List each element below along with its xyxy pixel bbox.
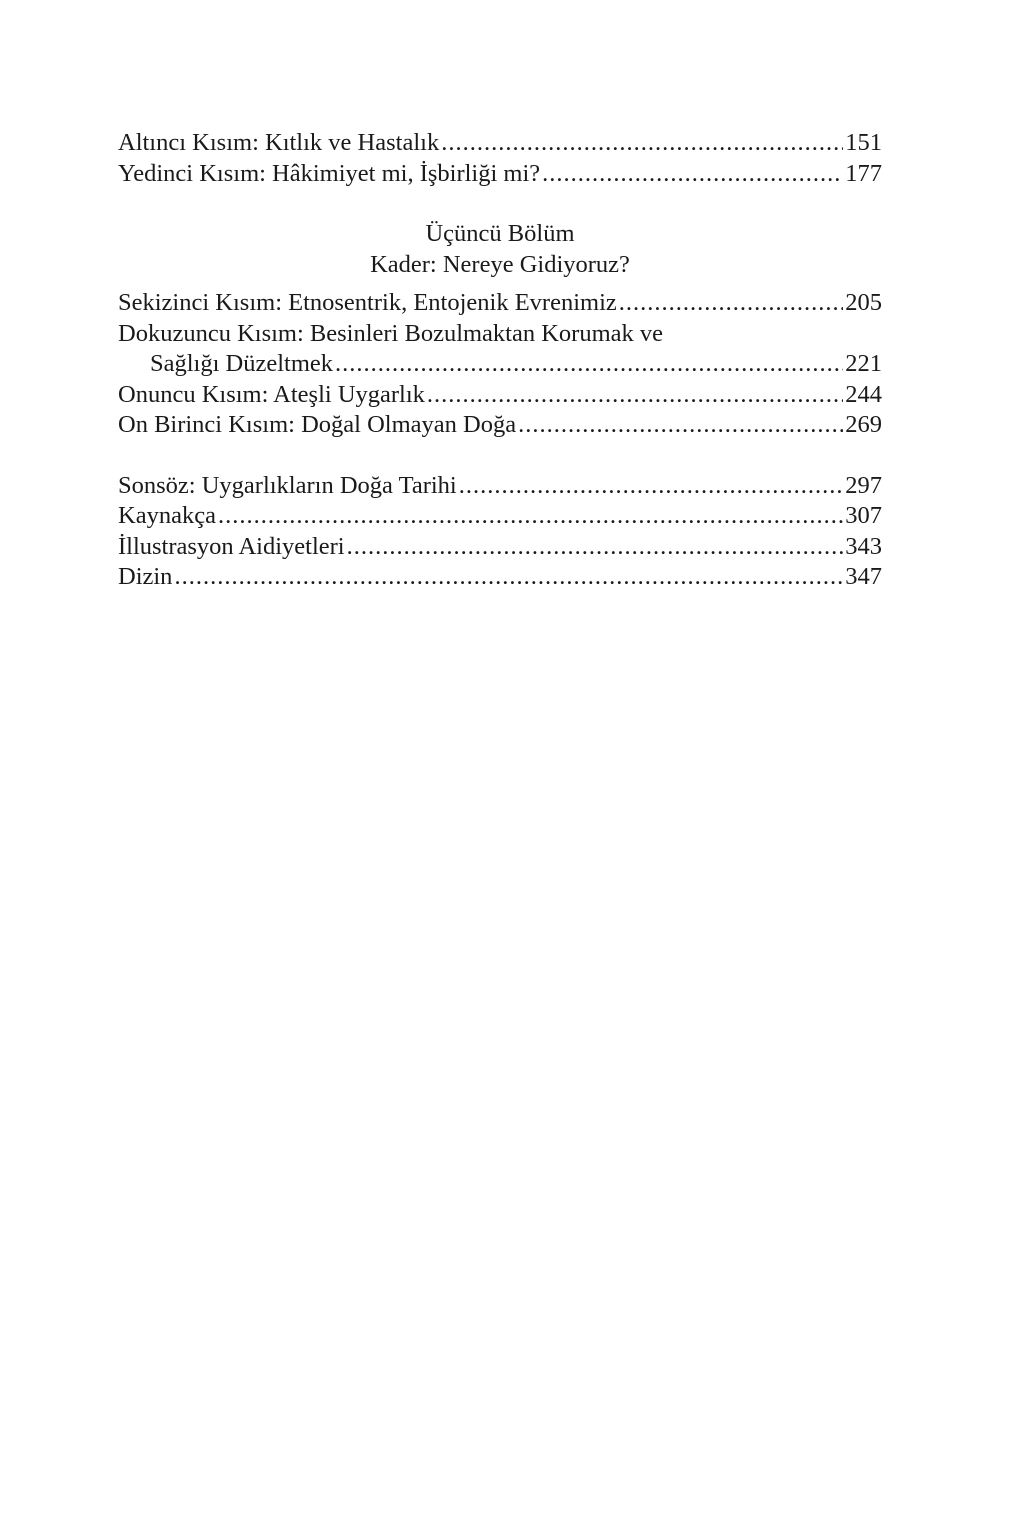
toc-entry-title: On Birinci Kısım: Doğal Olmayan Doğa xyxy=(118,411,517,438)
toc-entry-page: 151 xyxy=(845,129,882,156)
toc-entry-yedinci-kisim xyxy=(118,159,882,190)
part-subheading: Kader: Nereye Gidiyoruz? xyxy=(370,250,630,278)
dot-leader xyxy=(619,288,843,319)
toc-entry-title: Dizin xyxy=(118,563,173,590)
dot-leader xyxy=(459,471,844,502)
section-gap xyxy=(118,441,882,471)
toc-entry-illustrasyon xyxy=(118,532,882,563)
dot-leader xyxy=(347,532,844,563)
toc-entry-onuncu-kisim xyxy=(118,380,882,411)
part-heading: Üçüncü Bölüm xyxy=(425,220,575,247)
toc-entry-title: Sekizinci Kısım: Etnosentrik, Entojenik Evrenimiz xyxy=(118,289,617,316)
dot-leader xyxy=(218,501,843,532)
dot-leader xyxy=(335,349,843,380)
toc-entry-page: 244 xyxy=(845,380,882,408)
toc-entry-sekizinci-kisim xyxy=(118,288,882,319)
toc-entry-page: 269 xyxy=(845,411,882,438)
toc-entry-title: Sağlığı Düzeltmek xyxy=(150,350,334,377)
toc-entry-on-birinci-kisim xyxy=(118,410,882,441)
toc-entry-title: Kaynakça xyxy=(118,502,216,529)
toc-entry-page: 221 xyxy=(845,350,882,377)
toc-entry-kaynakca xyxy=(118,501,882,532)
toc-entry-title: Yedinci Kısım: Hâkimiyet mi, İşbirliği mi? xyxy=(118,159,541,187)
toc-entry-title: İllustrasyon Aidiyetleri xyxy=(118,532,345,560)
dot-leader xyxy=(427,380,843,411)
toc-entry-page: 297 xyxy=(845,471,882,499)
dot-leader xyxy=(441,128,843,159)
toc-entry-sonsoz xyxy=(118,471,882,502)
toc-entry-dizin xyxy=(118,562,882,593)
dot-leader xyxy=(518,410,843,441)
part-heading-block xyxy=(118,219,882,280)
toc-entry-page: 347 xyxy=(845,563,882,590)
dot-leader xyxy=(174,562,843,593)
table-of-contents xyxy=(118,128,882,593)
toc-entry-page: 177 xyxy=(845,159,882,187)
toc-entry-title: Onuncu Kısım: Ateşli Uygarlık xyxy=(118,380,425,408)
toc-entry-dokuzuncu-kisim-line2 xyxy=(118,349,882,380)
toc-entry-page: 205 xyxy=(845,289,882,316)
toc-entry-dokuzuncu-kisim-line1: Dokuzuncu Kısım: Besinleri Bozulmaktan Korumak ve xyxy=(118,319,664,347)
toc-entry-title: Sonsöz: Uygarlıkların Doğa Tarihi xyxy=(118,471,457,499)
toc-entry-altinci-kisim xyxy=(118,128,882,159)
toc-entry-title: Altıncı Kısım: Kıtlık ve Hastalık xyxy=(118,129,440,156)
toc-entry-page: 343 xyxy=(845,532,882,560)
dot-leader xyxy=(542,159,843,190)
toc-entry-page: 307 xyxy=(845,502,882,529)
